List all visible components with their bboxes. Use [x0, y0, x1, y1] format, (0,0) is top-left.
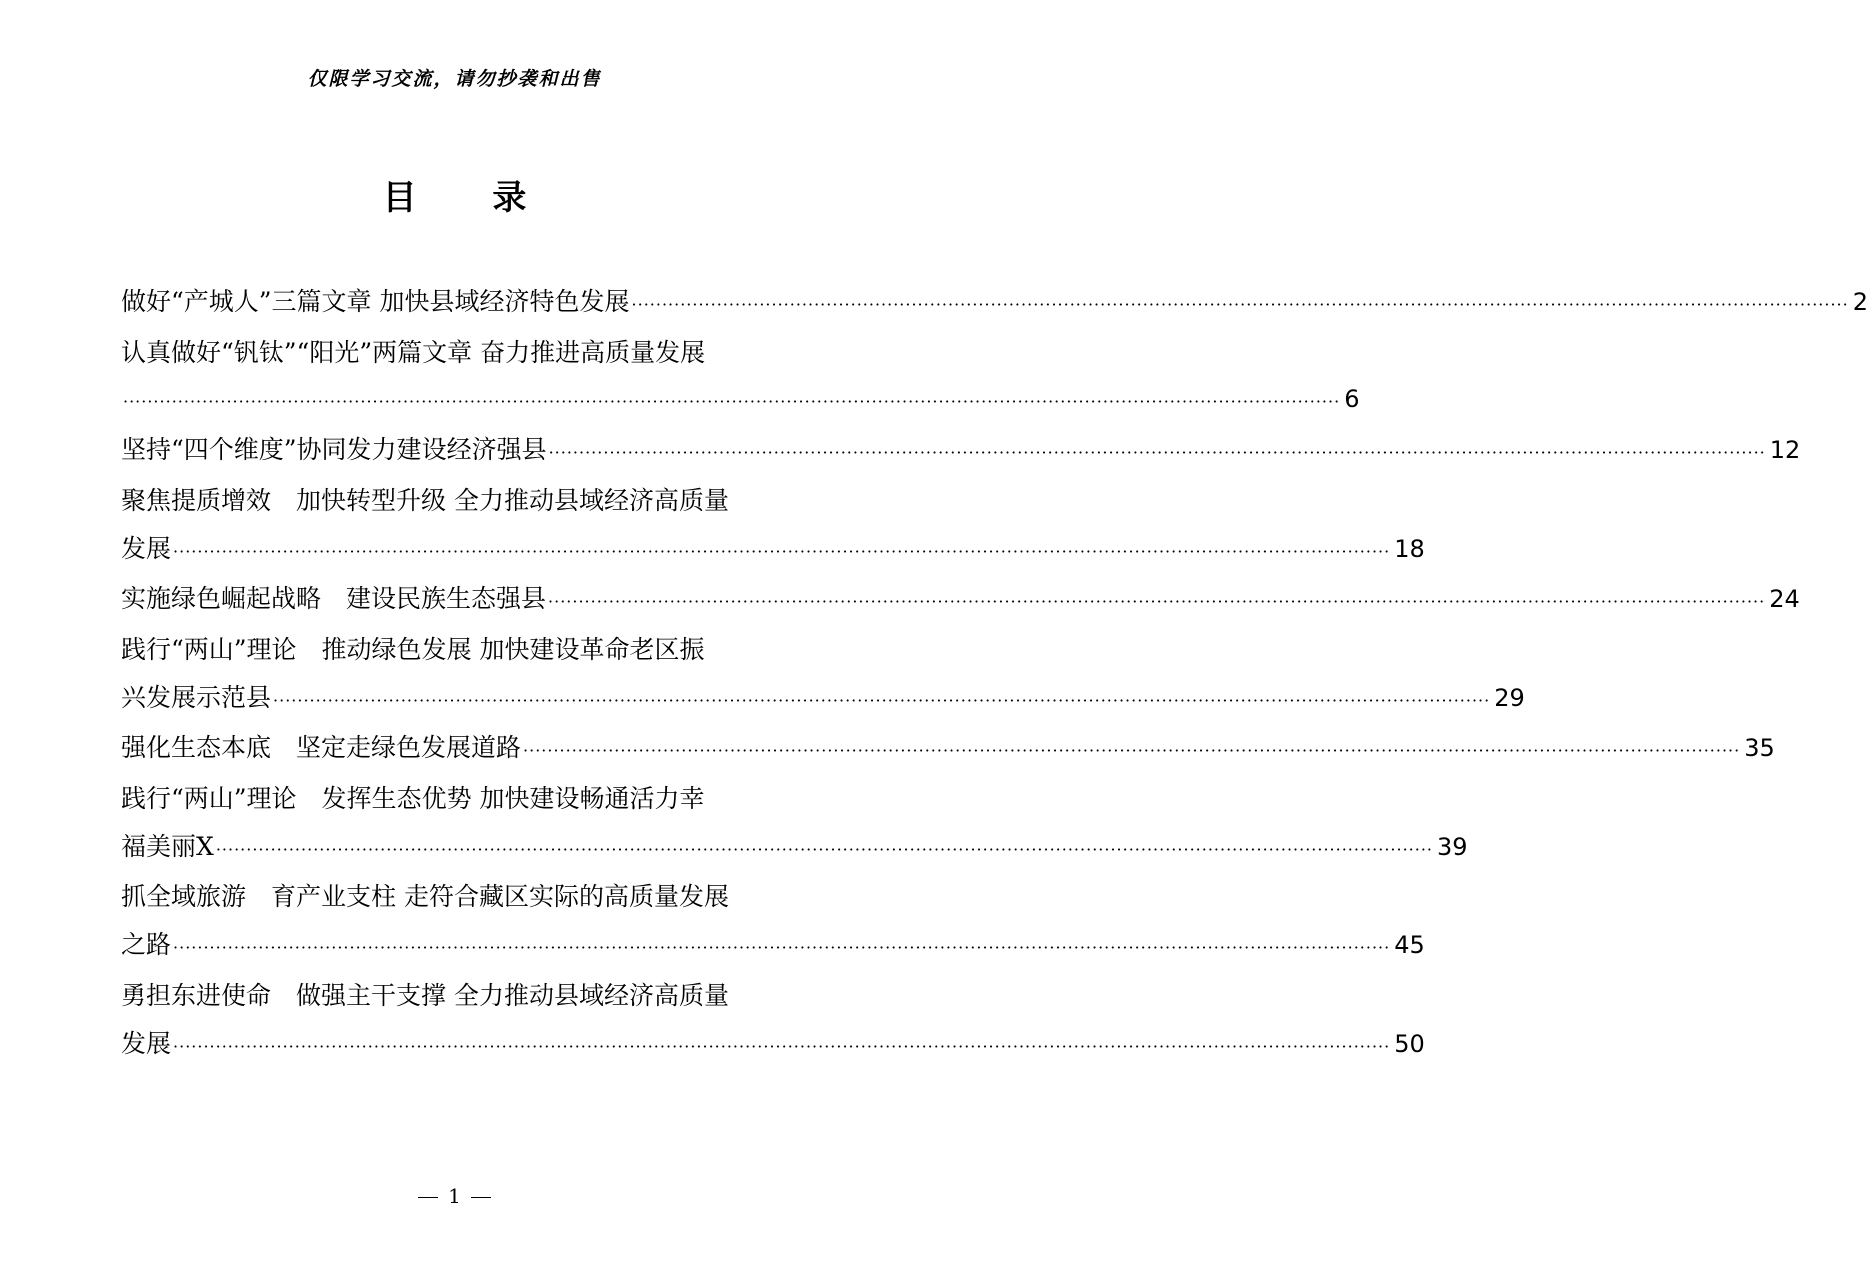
dot-leader: ········································································································································································································ [523, 741, 1741, 761]
toc-entry-page-number: 29 [1494, 683, 1525, 712]
toc-entry-final-line [121, 426, 1801, 477]
footer-page-number: 1 [448, 1184, 461, 1208]
toc-entry-final-line [121, 921, 1425, 972]
toc-entry[interactable] [121, 972, 1425, 1070]
toc-entry-title-line: 之路 [121, 930, 172, 960]
toc-entry-title-line: 践行“两山”理论 发挥生态优势 加快建设畅通活力幸 [121, 784, 705, 814]
toc-entry[interactable] [121, 626, 1525, 724]
footer-dash-right [471, 1197, 491, 1198]
toc-entry[interactable] [121, 329, 1360, 426]
toc-entry[interactable] [121, 724, 1775, 775]
toc-entry-page-number: 18 [1394, 534, 1425, 563]
toc-entry-page-number: 45 [1394, 931, 1425, 960]
toc-entry-final-line [121, 525, 1425, 576]
toc-entry-title-line: 坚持“四个维度”协同发力建设经济强县 [121, 435, 547, 465]
dot-leader: ········································································································································································································ [173, 938, 1391, 958]
toc-entry-final-line [121, 575, 1800, 626]
toc-entry-page-number: 2 [1852, 288, 1868, 316]
toc-entry-title-line: 实施绿色崛起战略 建设民族生态强县 [121, 584, 547, 614]
page-footer [0, 1184, 909, 1208]
toc-entry[interactable] [121, 426, 1801, 477]
dot-leader: ········································································································································································································ [548, 592, 1766, 612]
dot-leader: ········································································································································································································ [123, 392, 1341, 412]
toc-entry-final-line [121, 376, 1360, 426]
toc-entry-final-line [121, 823, 1468, 874]
toc-entry-title-line: 发展 [121, 533, 172, 563]
toc-entry-title-line: 抓全域旅游 育产业支柱 走符合藏区实际的高质量发展 [121, 882, 729, 912]
dot-leader: ········································································································································································································ [273, 690, 1491, 710]
toc-entry[interactable] [121, 775, 1468, 873]
dot-leader: ········································································································································································································ [215, 839, 1433, 859]
toc-entry-final-line [121, 278, 1868, 329]
toc-entry-title-line: 兴发展示范县 [121, 682, 272, 712]
toc-entry[interactable] [121, 278, 1868, 329]
toc-entry-title-line: 践行“两山”理论 推动绿色发展 加快建设革命老区振 [121, 634, 705, 664]
dot-leader: ········································································································································································································ [631, 295, 1849, 314]
toc-entry-final-line [121, 674, 1525, 725]
page-title: 目 录 [382, 178, 559, 218]
toc-entry-final-line [121, 1020, 1425, 1071]
toc-entry-title-line: 认真做好“钒钛”“阳光”两篇文章 奋力推进高质量发展 [121, 337, 706, 367]
dot-leader: ········································································································································································································ [548, 443, 1766, 463]
toc-entry-title-line: 福美丽X [121, 831, 214, 861]
toc-entry[interactable] [121, 477, 1425, 575]
footer-dash-left [418, 1197, 438, 1198]
toc-entry[interactable] [121, 575, 1800, 626]
toc-entry[interactable] [121, 873, 1425, 971]
toc-entry-title-line: 强化生态本底 坚定走绿色发展道路 [121, 733, 522, 763]
toc-entry-page-number: 24 [1769, 585, 1800, 614]
dot-leader: ········································································································································································································ [173, 1036, 1391, 1056]
dot-leader: ········································································································································································································ [173, 541, 1391, 561]
toc-entry-final-line [121, 724, 1775, 775]
toc-entry-page-number: 35 [1744, 734, 1775, 763]
toc-entry-title-line: 聚焦提质增效 加快转型升级 全力推动县域经济高质量 [121, 485, 729, 515]
toc-entry-title-line: 发展 [121, 1028, 172, 1058]
toc-entry-page-number: 39 [1437, 832, 1468, 861]
toc-entry-page-number: 12 [1769, 436, 1801, 465]
toc-entry-page-number: 6 [1344, 385, 1360, 414]
toc-entry-title-line: 做好“产城人”三篇文章 加快县域经济特色发展 [121, 287, 630, 316]
table-of-contents [121, 278, 1868, 1070]
header-notice: 仅限学习交流，请勿抄袭和出售 [307, 68, 602, 90]
toc-entry-title-line: 勇担东进使命 做强主干支撑 全力推动县域经济高质量 [121, 980, 729, 1010]
toc-entry-page-number: 50 [1394, 1029, 1425, 1058]
